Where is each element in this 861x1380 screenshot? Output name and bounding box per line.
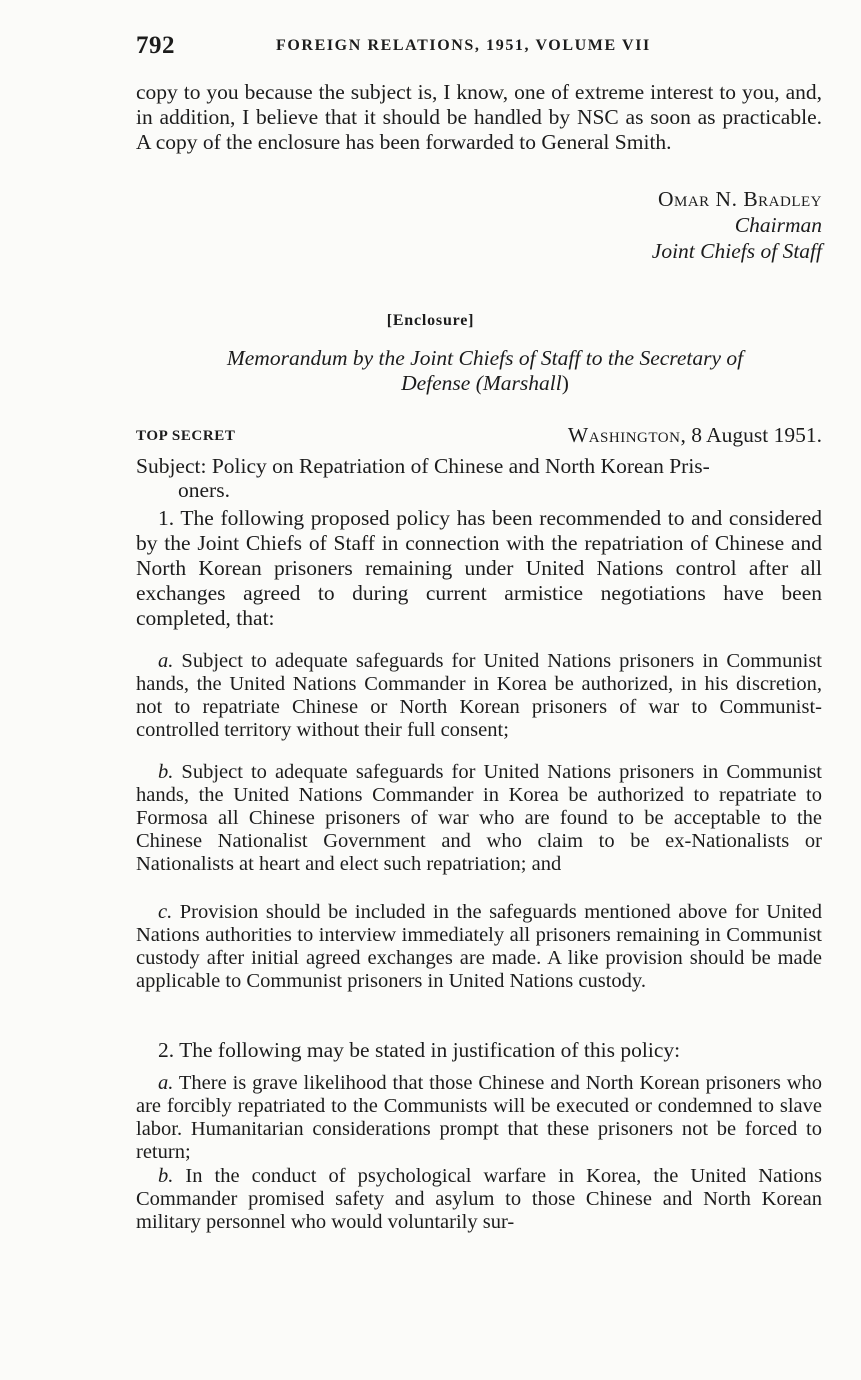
paragraph-2: 2. The following may be stated in justification of this policy: <box>158 1038 681 1062</box>
paragraph-1c-letter: c. <box>158 901 173 923</box>
paragraph-2a-letter: a. <box>158 1072 174 1094</box>
memo-title-close-paren: ) <box>561 371 569 395</box>
paragraph-1b-text: Subject to adequate safeguards for United Nations prisoners in Communist hands, the United Nations Commander in Korea be authorized to repatriate to Formosa all Chinese prisoners of war who are found to be acceptable to the Chinese Nationalist Government and who claim to be ex-Nationalists or Nationalists at heart and elect such repatriation; and <box>136 761 822 875</box>
paragraph-1a <box>136 650 822 742</box>
memo-title <box>150 346 820 396</box>
subject-line-2: oners. <box>178 478 230 502</box>
page-number: 792 <box>136 32 175 59</box>
classification-marking: TOP SECRET <box>136 428 236 444</box>
paragraph-2b-text: In the conduct of psychological warfare in Korea, the United Nations Commander promised safety and asylum to those Chinese and North Korean military personnel who would voluntarily sur- <box>136 1165 822 1233</box>
enclosure-label: [Enclosure] <box>386 312 475 329</box>
memo-title-defense: Defense ( <box>401 371 483 395</box>
paragraph-2a-text: There is grave likelihood that those Chinese and North Korean prisoners who are forcibly repatriated to the Communists will be executed or condemned to slave labor. Humanitarian considerations prompt that these prisoners not be forced to return; <box>136 1072 822 1163</box>
signature-title-jcs: Joint Chiefs of Staff <box>651 239 822 263</box>
dateline-place: Washington <box>567 423 681 447</box>
dateline <box>568 423 822 448</box>
memo-title-line2 <box>150 371 820 396</box>
page-header <box>136 32 822 62</box>
memo-title-line1: Memorandum by the Joint Chiefs of Staff to the Secretary of <box>226 346 744 370</box>
paragraph-1: 1. The following proposed policy has been recommended to and considered by the Joint Chiefs of Staff in connection with the repatriation of Chinese and North Korean prisoners remaining under United Nations control after all exchanges agreed to during current armistice negotiations have been completed, that: <box>136 506 822 630</box>
letter-closing-paragraph: copy to you because the subject is, I know, one of extreme interest to you, and, in addition, I believe that it should be handled by NSC as soon as practicable. A copy of the enclosure has been forwarded to General Smith. <box>136 80 822 154</box>
signature-name: Omar N. Bradley <box>657 187 822 211</box>
paragraph-2b <box>136 1165 822 1234</box>
subject-line <box>136 454 822 502</box>
subject-line-1: Subject: Policy on Repatriation of Chinese and North Korean Pris- <box>136 454 710 478</box>
paragraph-2a <box>136 1072 822 1164</box>
paragraph-1b <box>136 761 822 876</box>
signature-title-chairman: Chairman <box>734 213 822 237</box>
memo-title-marshall: Marshall <box>482 371 562 395</box>
paragraph-2b-letter: b. <box>158 1165 174 1187</box>
paragraph-1a-text: Subject to adequate safeguards for United Nations prisoners in Communist hands, the United Nations Commander in Korea be authorized, in his discretion, not to repatriate Chinese or North Korean prisoners of war to Communist-controlled territory without their full consent; <box>136 650 822 741</box>
paragraph-1a-letter: a. <box>158 650 174 672</box>
running-head: FOREIGN RELATIONS, 1951, VOLUME VII <box>276 37 651 54</box>
dateline-date: , 8 August 1951. <box>680 423 822 447</box>
paragraph-1c <box>136 901 822 993</box>
paragraph-1c-text: Provision should be included in the safeguards mentioned above for United Nations authorities to interview immediately all prisoners remaining in Communist custody after initial agreed exchanges are made. A like provision should be made applicable to Communist prisoners in United Nations custody. <box>136 901 822 992</box>
paragraph-1b-letter: b. <box>158 761 174 783</box>
